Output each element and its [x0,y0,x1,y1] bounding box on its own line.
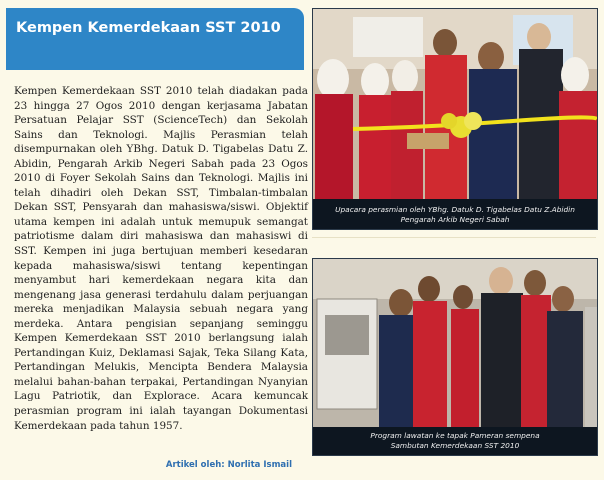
caption-line: Sambutan Kemerdekaan SST 2010 [390,441,520,450]
photo-inauguration [312,8,598,230]
caption-line: Pengarah Arkib Negeri Sabah [400,215,510,224]
photo-inauguration-image [313,9,597,199]
photo-exhibition-image [313,259,597,427]
photo-exhibition [312,258,598,456]
article-body: Kempen Kemerdekaan SST 2010 telah diadakan pada 23 hingga 27 Ogos 2010 dengan kerjasama Jabatan Persatuan Pelajar SST (ScienceTech) dan Sekolah Sains dan Teknologi. Majlis Perasmian telah disempurnakan oleh YBhg. Datuk D. Tigabelas Datu Z. Abidin, Pengarah Arkib Negeri Sabah pada 23 Ogos 2010 di Foyer Sekolah Sains dan Teknologi. Majlis ini telah dihadiri oleh Dekan SST, Timbalan-timbalan Dekan SST, Pensyarah dan mahasiswa/siswi. Objektif utama kempen ini adalah untuk memupuk semangat patriotisme dalam diri mahasiswa dan mahasiswi di SST. Kempen ini juga bertujuan memberi kesedaran kepada mahasiswa/siswi tentang kepentingan menyambut hari kemerdekaan negara kita dan mengenang jasa generasi terdahulu dalam perjuangan mereka menjadikan Malaysia sebuah negara yang merdeka. Antara pengisian sepanjang seminggu Kempen Kemerdekaan SST 2010 berlangsung ialah Pertandingan Kuiz, Deklamasi Sajak, Teka Silang Kata, Pertandingan Melukis, Mencipta Bendera Malaysia melalui bahan-bahan terpakai, Pertandingan Nyanyian Lagu Patriotik, dan Explorace. Acara kemuncak perasmian program ini ialah tayangan Dokumentasi Kemerdekaan pada tahun 1957. [14,85,308,432]
caption-line: Program lawatan ke tapak Pameran sempena [370,431,540,440]
caption-line: Upacara perasmian oleh YBhg. Datuk D. Tigabelas Datu Z.Abidin [335,205,575,214]
divider [312,237,596,238]
article-title: Kempen Kemerdekaan SST 2010 [16,20,281,36]
article-byline: Artikel oleh: Norlita Ismail [165,460,292,470]
title-banner [6,8,304,70]
photo-exhibition-caption [313,431,597,451]
photo-inauguration-caption [313,205,597,225]
